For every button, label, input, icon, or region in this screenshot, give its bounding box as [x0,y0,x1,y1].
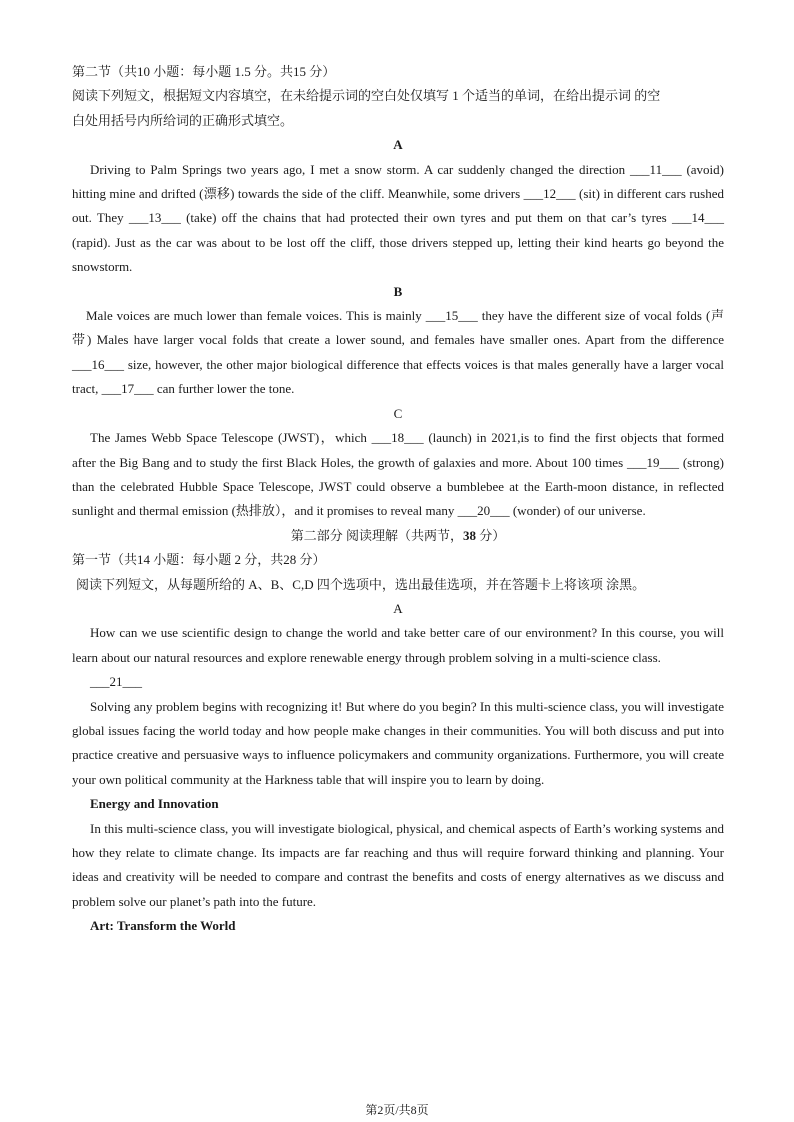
reading-heading-art: Art: Transform the World [90,918,236,934]
passage-a-label: A [393,137,403,153]
reading-intro: How can we use scientific design to change the world and take better care of our environment? In this course, you will learn about our natural resources and explore renewable energy through problem solving in a multi-science class. [72,625,724,665]
passage-b-text: Male voices are much lower than female voices. This is mainly ___15___ they have the different size of vocal folds (声带) Males have larger vocal folds that create a lower sound, and females have smaller ones. Apart from the difference ___16___ size, however, the other major biological difference that effects voices is that males generally have a larger vocal tract, ___17___ can further lower the tone. [72,308,724,397]
reading-para1: Solving any problem begins with recognizing it! But where do you begin? In this multi-science class, you will investigate global issues facing the world today and how people make changes in their communities. You will both discuss and put into practice creative and persuasive ways to influence policymakers and community organizations. Furthermore, you will create your own political community at the Harkness table that will inspire you to learn by doing. [72,698,724,787]
passage-c-text: The James Webb Space Telescope (JWST)，which ___18___ (launch) in 2021,is to find the first objects that formed after the Big Bang and to study the first Black Holes, the growth of galaxies and more. About 100 times ___19___ (strong) than the celebrated Hubble Space Telescope, JWST could observe a bumblebee at the Earth-moon distance, in reflected sunlight and thermal emission (热排放），and it promises to reveal many ___20___ (wonder) of our universe. [72,430,724,519]
part2-title-prefix: 第二部分 阅读理解（共两节， [290,527,463,543]
reading-heading-energy: Energy and Innovation [90,796,219,812]
exam-page [72,60,724,939]
section2-instruction-line1: 阅读下列短文，根据短文内容填空，在未给提示词的空白处仅填写 1 个适当的单词，在给出提示词 的空 [72,88,661,104]
part2-title-suffix: 分） [476,527,506,543]
passage-a-text: Driving to Palm Springs two years ago, I met a snow storm. A car suddenly changed the direction ___11___ (avoid) hitting mine and drifted (漂移) towards the side of the cliff. Meanwhile, some drivers ___12___ (sit) in different cars rushed out. They ___13___ (take) off the chains that had protected their own tyres and put them on that car’s tyres ___14___ (rapid). Just as the car was about to be lost off the cliff, those drivers stepped up, letting their kind hearts go beyond the snowstorm. [72,161,724,275]
page-number: 第2页/共8页 [365,1103,429,1117]
part2-section1-instruction: 阅读下列短文，从每题所给的 A、B、C,D 四个选项中，选出最佳选项，并在答题卡上将该项 涂黑。 [76,576,646,592]
section2-instruction-line2: 白处用括号内所给词的正确形式填空。 [72,112,294,128]
part2-section1-heading: 第一节（共14 小题：每小题 2 分，共28 分） [72,552,326,568]
reading-a-label: A [393,600,403,616]
part2-title [72,524,724,548]
reading-para2: In this multi-science class, you will investigate biological, physical, and chemical aspects of Earth’s working systems and how they relate to climate change. Its impacts are far reaching and thus will require forward thinking and planning. Your ideas and creativity will be needed to compare and contrast the benefits and costs of energy alternatives as we discuss and problem solve our planet’s path into the future. [72,820,724,909]
passage-c-label: C [393,405,403,421]
section2-heading: 第二节（共10 小题：每小题 1.5 分。共15 分） [72,64,336,79]
passage-b-label: B [393,283,403,299]
part2-title-score: 38 [463,527,476,543]
reading-blank-21: ___21___ [90,674,142,690]
